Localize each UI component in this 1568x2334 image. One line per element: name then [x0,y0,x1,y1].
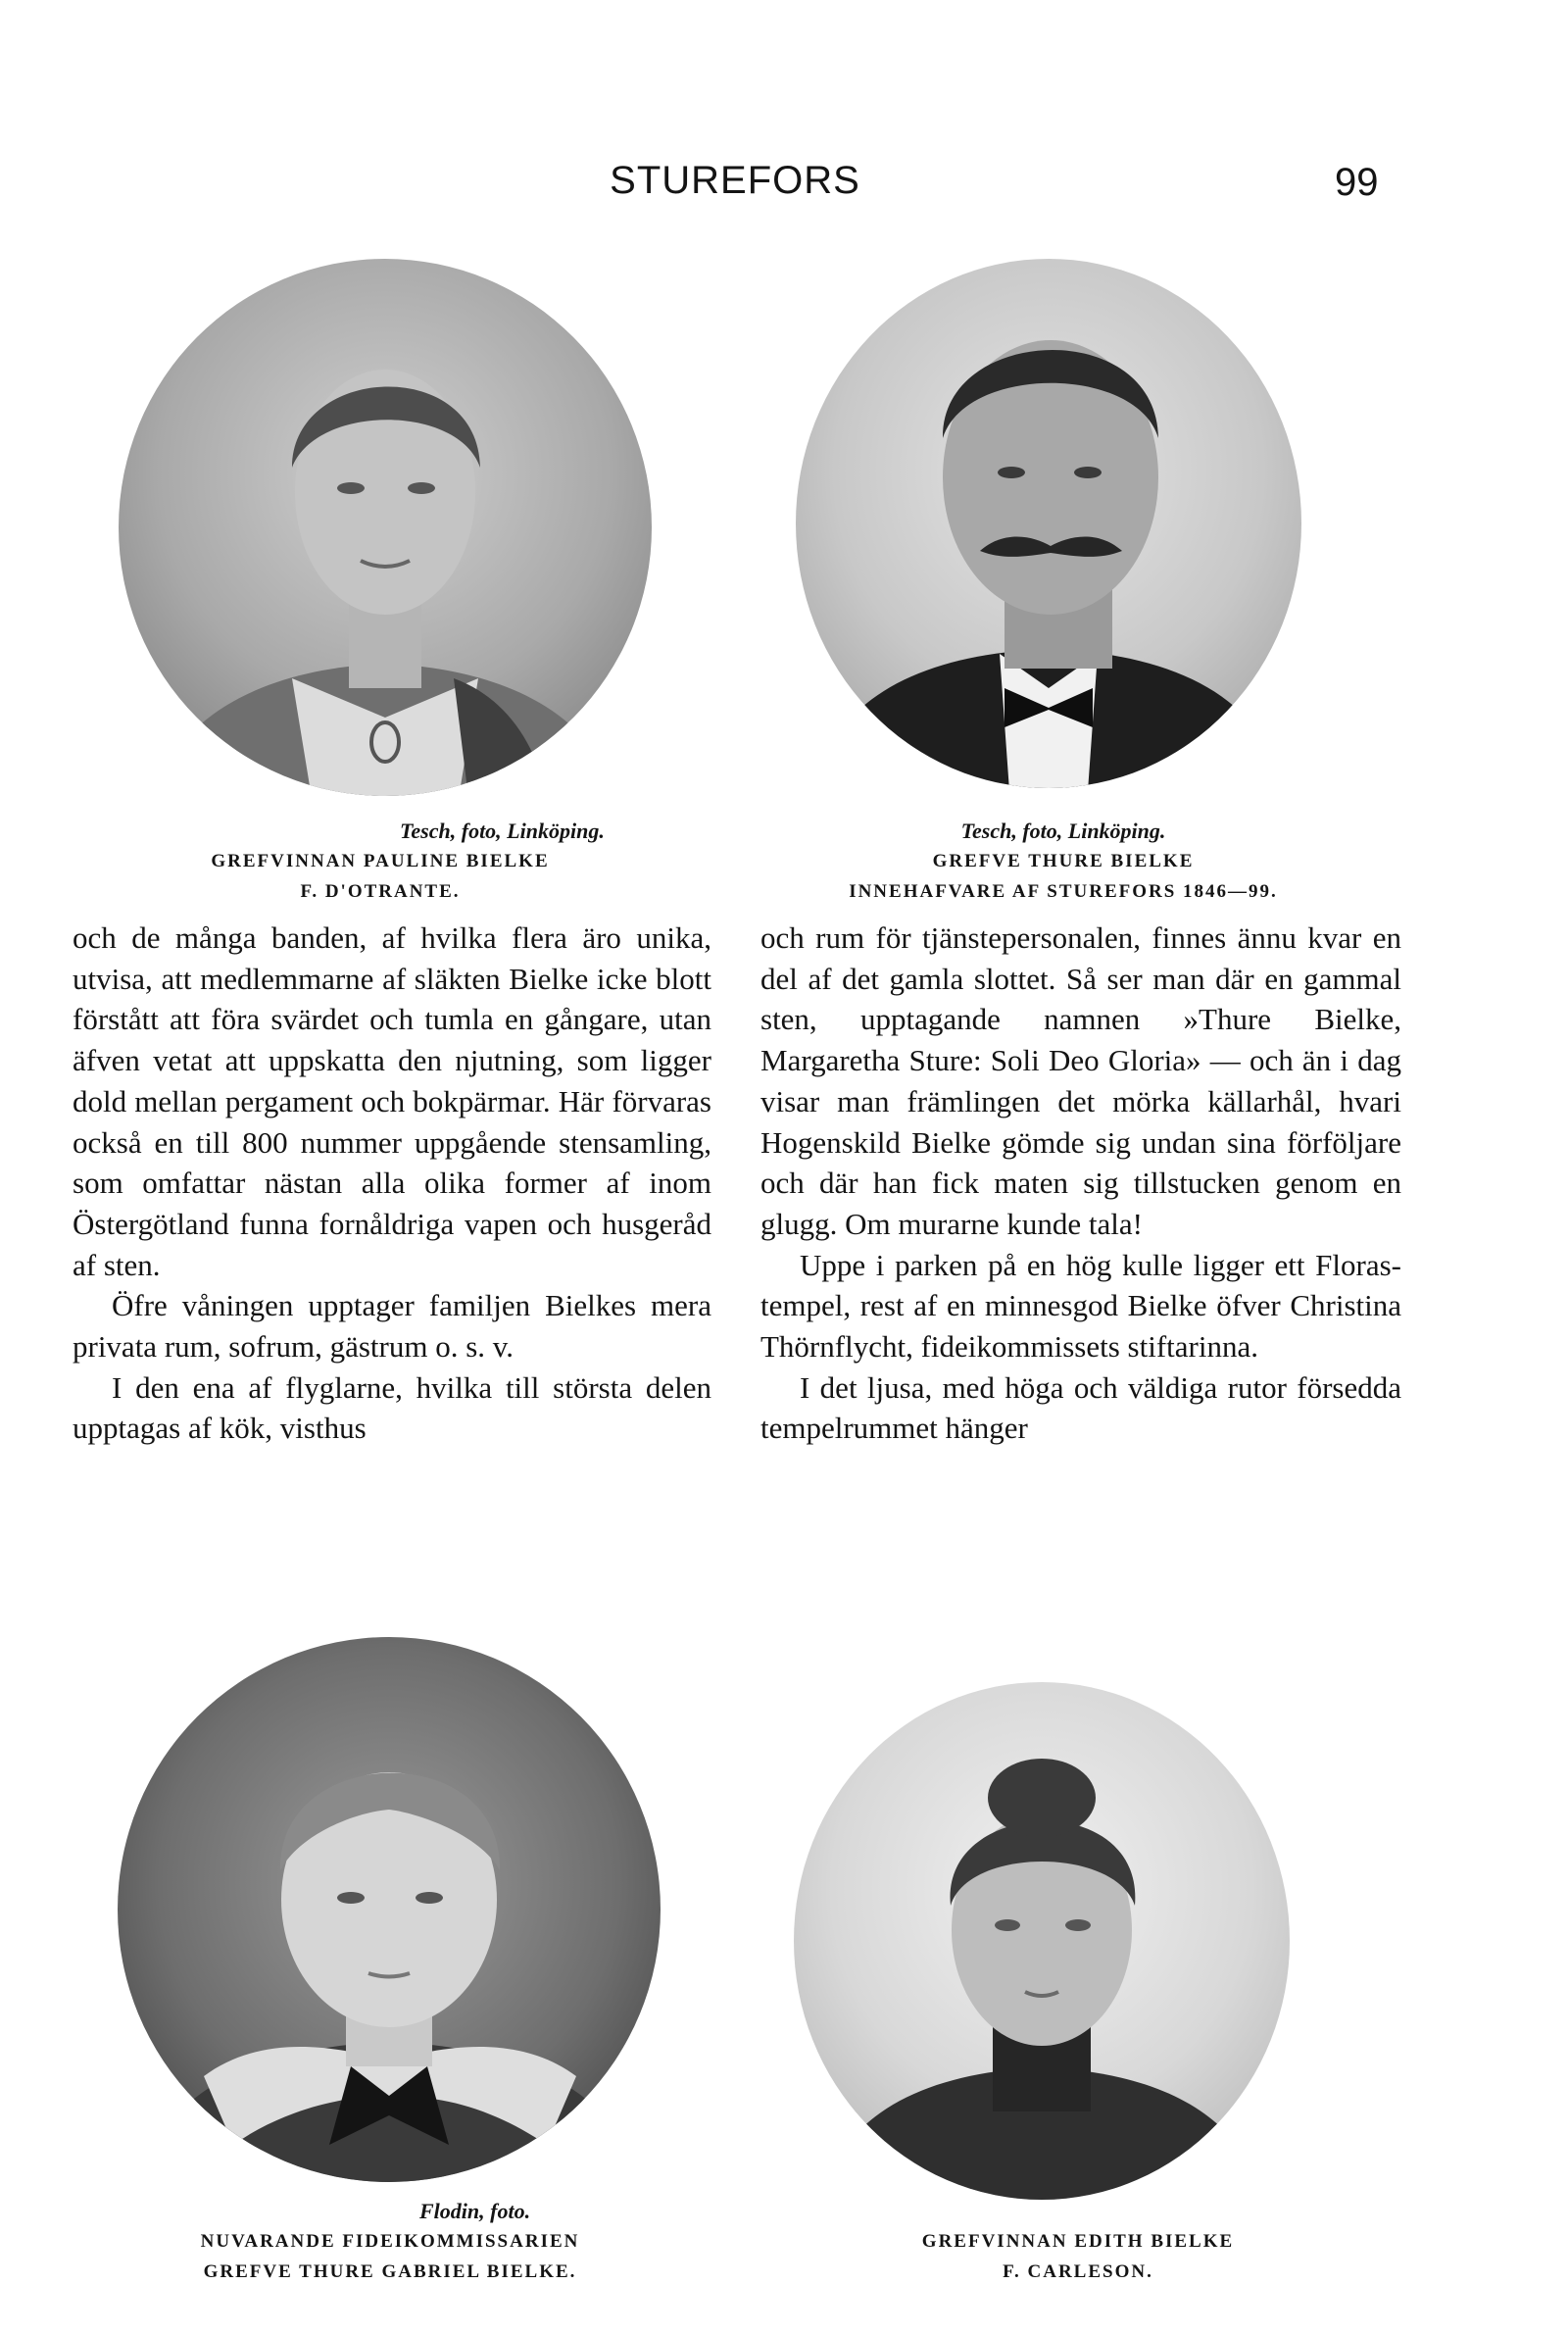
portrait-edith-bielke [792,1680,1292,2202]
paragraph: och rum för tjänstepersonalen, finnes ännu kvar en del af det gamla slottet. Så ser man där en gammal sten, upptagande namnen »Thure Bielke, Margaretha Sture: Soli Deo Gloria» — och än i dag visar man främlingen det mörka källarhål, hvari Hogenskild Bielke gömde sig undan sina förföljare och där han fick maten sig tillstucken genom en glugg. Om murarne kunde tala! [760,920,1401,1241]
caption-line: F. CARLESON. [1003,2261,1153,2282]
portrait-thure-bielke-image [794,257,1303,791]
caption-pauline-bielke [106,816,655,907]
portrait-thure-gabriel-bielke [116,1635,662,2184]
paragraph: och de många banden, af hvilka flera äro unika, utvisa, att medlemmarne af släkten Bielke icke blott förstått att föra svärdet och tumla en gångare, utan äfven vetat att uppskatta den njutning, som ligger dold mellan pergament och bokpärmar. Här förvaras också en till 800 nummer uppgående stensamling, som omfattar nästan alla olika former af inom Östergötland funna fornåldriga vapen och husgeråd af sten. [73,920,711,1282]
page-title: STUREFORS [610,159,860,202]
caption-line: INNEHAFVARE AF STUREFORS 1846—99. [849,881,1278,902]
text-column-left [73,918,711,1449]
caption-thure-gabriel-bielke [106,2196,674,2287]
paragraph: I den ena af flyglarne, hvilka till största delen upptagas af kök, visthus [73,1369,711,1446]
page-number: 99 [1335,161,1379,204]
caption-line: GREFVE THURE GABRIEL BIELKE. [203,2261,577,2282]
portrait-edith-bielke-image [792,1680,1292,2202]
caption-line: GREFVINNAN PAULINE BIELKE [211,851,550,871]
portrait-thure-bielke [794,257,1303,791]
caption-line: F. D'OTRANTE. [300,881,461,902]
running-head [0,155,1568,210]
caption-edith-bielke [823,2226,1333,2287]
paragraph: I det ljusa, med höga och väldiga rutor försedda tempelrummet hänger [760,1369,1401,1446]
portrait-thure-gabriel-bielke-image [116,1635,662,2184]
portrait-pauline-bielke-image [116,257,655,798]
caption-line: GREFVE THURE BIELKE [932,851,1195,871]
text-column-right [760,918,1401,1449]
paragraph: Uppe i parken på en hög kulle ligger ett Floras-tempel, rest af en minnesgod Bielke öfver Christina Thörnflycht, fideikommissets stiftarinna. [760,1247,1401,1365]
caption-line: NUVARANDE FIDEIKOMMISSARIEN [200,2231,580,2252]
caption-line: GREFVINNAN EDITH BIELKE [921,2231,1235,2252]
photo-credit: Flodin, foto. [419,2199,531,2223]
photo-credit: Tesch, foto, Linköping. [400,819,605,843]
caption-thure-bielke [774,816,1352,907]
paragraph: Öfre våningen upptager familjen Bielkes mera privata rum, sofrum, gästrum o. s. v. [73,1288,711,1365]
photo-credit: Tesch, foto, Linköping. [960,819,1166,843]
portrait-pauline-bielke [116,257,655,798]
